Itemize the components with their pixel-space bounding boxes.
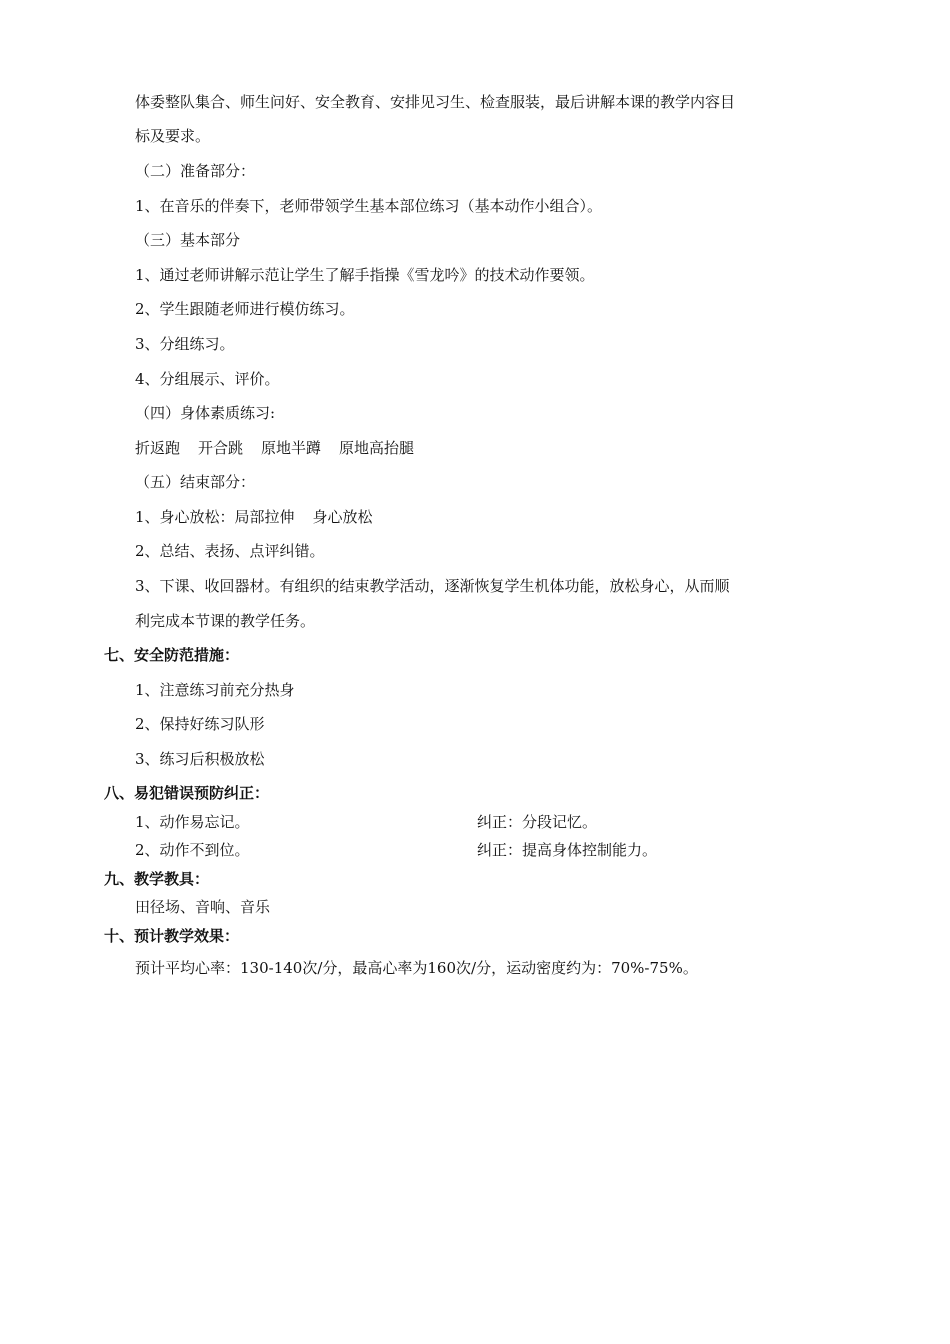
equipment-heading: 九、教学教具： — [104, 870, 210, 888]
basic-section-title: （三）基本部分 — [135, 231, 241, 249]
safety-heading: 七、安全防范措施： — [104, 646, 240, 664]
error-row-2-fix: 纠正：提高身体控制能力。 — [477, 841, 658, 859]
fitness-items — [135, 438, 414, 458]
basic-item-1: 1、通过老师讲解示范让学生了解手指操《雪龙吟》的技术动作要领。 — [135, 266, 595, 284]
intro-line-1: 体委整队集合、师生问好、安全教育、安排见习生、检查服装，最后讲解本课的教学内容目 — [135, 93, 736, 111]
basic-item-4: 4、分组展示、评价。 — [135, 370, 280, 388]
error-row-1-error: 1、动作易忘记。 — [135, 813, 250, 831]
ending-item-1 — [135, 507, 373, 527]
errors-heading: 八、易犯错误预防纠正： — [104, 784, 270, 802]
fitness-item-half-squat: 原地半蹲 — [261, 439, 322, 457]
ending-section-title: （五）结束部分： — [135, 473, 256, 491]
ending-item-1-relax: 身心放松 — [312, 508, 373, 526]
basic-item-3: 3、分组练习。 — [135, 335, 235, 353]
equipment-text: 田径场、音响、音乐 — [135, 898, 271, 916]
safety-item-2: 2、保持好练习队形 — [135, 715, 265, 733]
ending-item-1-stretch: 1、身心放松：局部拉伸 — [135, 508, 295, 526]
basic-item-2: 2、学生跟随老师进行模仿练习。 — [135, 300, 355, 318]
fitness-item-shuttle-run: 折返跑 — [135, 439, 181, 457]
fitness-item-high-knees: 原地高抬腿 — [339, 439, 415, 457]
ending-item-3-line-2: 利完成本节课的教学任务。 — [135, 612, 316, 630]
effect-text: 预计平均心率：130-140次/分，最高心率为160次/分，运动密度约为：70%-75%。 — [135, 959, 698, 977]
fitness-section-title: （四）身体素质练习: — [135, 404, 276, 422]
ending-item-2: 2、总结、表扬、点评纠错。 — [135, 542, 325, 560]
safety-item-1: 1、注意练习前充分热身 — [135, 681, 295, 699]
effect-heading: 十、预计教学效果： — [104, 927, 240, 945]
safety-item-3: 3、练习后积极放松 — [135, 750, 265, 768]
error-row-2 — [135, 840, 835, 860]
error-row-1-fix: 纠正：分段记忆。 — [477, 813, 598, 831]
ending-item-3-line-1: 3、下课、收回器材。有组织的结束教学活动，逐渐恢复学生机体功能，放松身心，从而顺 — [135, 577, 730, 595]
error-row-2-error: 2、动作不到位。 — [135, 841, 250, 859]
error-row-1 — [135, 812, 835, 832]
prep-item-1: 1、在音乐的伴奏下，老师带领学生基本部位练习（基本动作小组合）。 — [135, 197, 603, 215]
intro-line-2: 标及要求。 — [135, 127, 211, 145]
fitness-item-jumping-jacks: 开合跳 — [198, 439, 244, 457]
prep-section-title: （二）准备部分： — [135, 162, 256, 180]
